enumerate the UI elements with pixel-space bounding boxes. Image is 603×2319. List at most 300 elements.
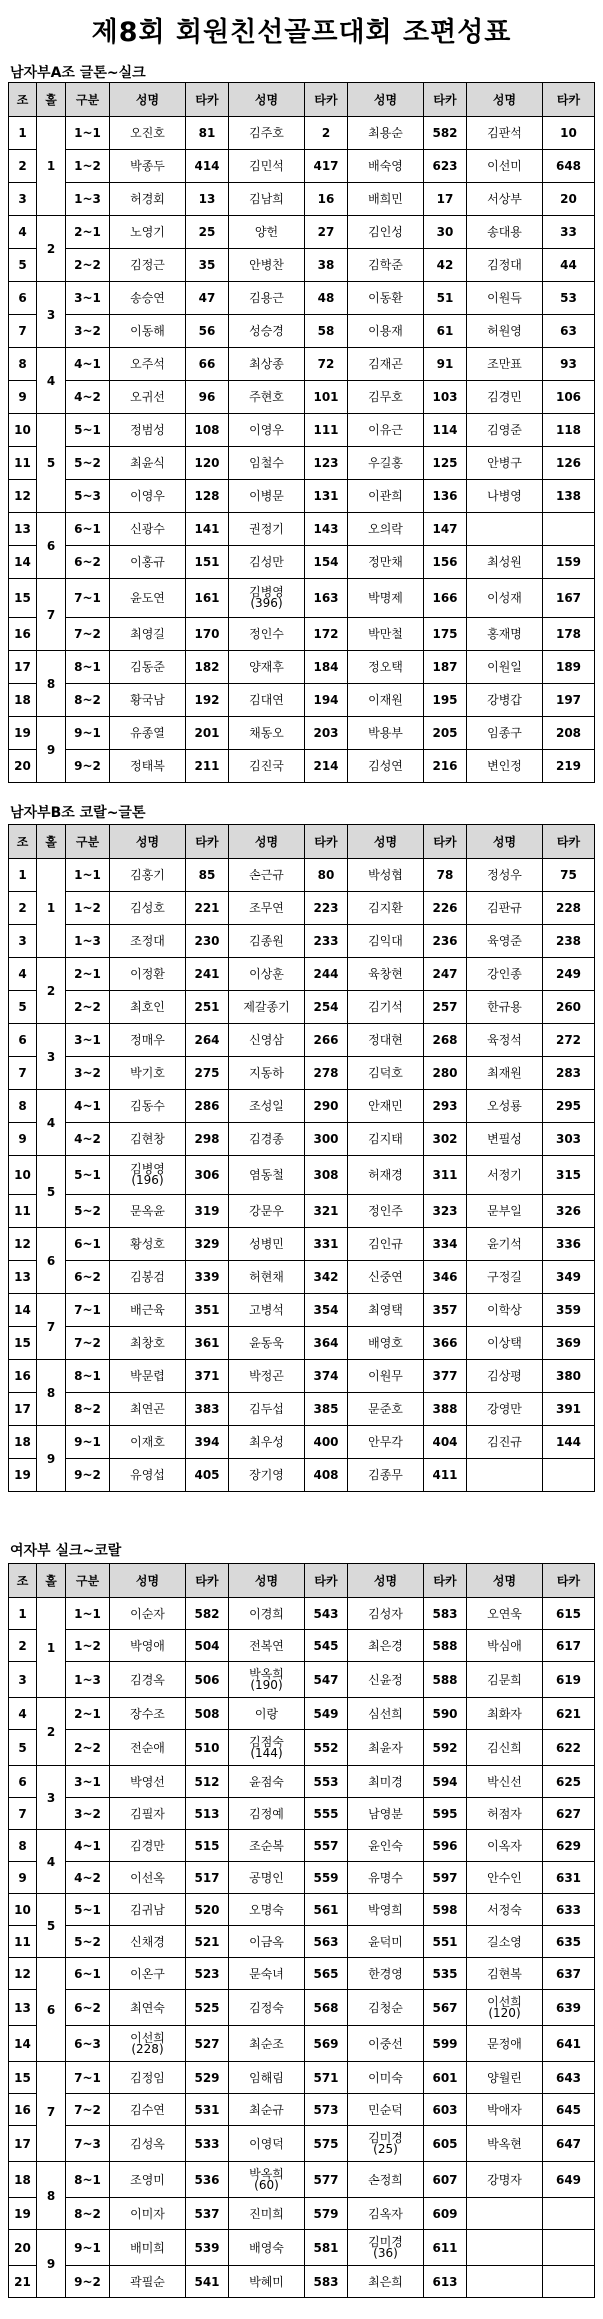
player-name: 이영우 [110, 480, 186, 513]
player-name: 김정근 [110, 249, 186, 282]
group-code: 6~2 [66, 1990, 110, 2026]
locker-number: 545 [305, 1630, 348, 1662]
locker-number: 597 [424, 1862, 467, 1894]
player-name: 박영선 [110, 1766, 186, 1798]
player-name: 김학준 [348, 249, 424, 282]
hole-number: 7 [37, 2062, 66, 2162]
group-code: 6~2 [66, 1261, 110, 1294]
player-name: 유영섭 [110, 1459, 186, 1492]
player-name: 최미경 [348, 1766, 424, 1798]
player-name: 최순규 [229, 2094, 305, 2126]
column-header: 타카 [543, 825, 595, 859]
locker-number: 645 [543, 2094, 595, 2126]
locker-number: 573 [305, 2094, 348, 2126]
locker-number: 613 [424, 2266, 467, 2298]
group-code: 9~1 [66, 717, 110, 750]
group-number: 8 [9, 1830, 37, 1862]
player-name: 허재경 [348, 1156, 424, 1195]
locker-number: 588 [424, 1662, 467, 1698]
table-row [9, 1630, 595, 1662]
hole-number: 2 [37, 958, 66, 1024]
locker-number: 93 [543, 348, 595, 381]
locker-number: 219 [543, 750, 595, 783]
table-row [9, 2198, 595, 2230]
locker-number: 147 [424, 513, 467, 546]
player-name: 김미경 (25) [348, 2126, 424, 2162]
table-row [9, 1862, 595, 1894]
player-name: 김필자 [110, 1798, 186, 1830]
locker-number: 311 [424, 1156, 467, 1195]
locker-number: 354 [305, 1294, 348, 1327]
locker-number: 278 [305, 1057, 348, 1090]
locker-number: 298 [186, 1123, 229, 1156]
hole-number: 6 [37, 1958, 66, 2062]
locker-number: 61 [424, 315, 467, 348]
player-name: 김남희 [229, 183, 305, 216]
table-row [9, 1730, 595, 1766]
locker-number [543, 2266, 595, 2298]
locker-number: 417 [305, 150, 348, 183]
hole-number: 5 [37, 1156, 66, 1228]
player-name: 양재후 [229, 651, 305, 684]
group-number: 14 [9, 2026, 37, 2062]
table-men-b [8, 824, 595, 1492]
player-name: 정인주 [348, 1195, 424, 1228]
group-code: 3~2 [66, 1798, 110, 1830]
player-name: 권정기 [229, 513, 305, 546]
player-name: 김익대 [348, 925, 424, 958]
player-name: 전복연 [229, 1630, 305, 1662]
player-name: 문옥윤 [110, 1195, 186, 1228]
player-name: 박명제 [348, 579, 424, 618]
locker-number: 106 [543, 381, 595, 414]
group-number: 10 [9, 1156, 37, 1195]
locker-number: 25 [186, 216, 229, 249]
player-name: 안병구 [467, 447, 543, 480]
table-row [9, 150, 595, 183]
hole-number: 7 [37, 1294, 66, 1360]
locker-number: 80 [305, 859, 348, 892]
player-name: 이유근 [348, 414, 424, 447]
locker-number: 205 [424, 717, 467, 750]
group-number: 1 [9, 859, 37, 892]
player-name: 정태복 [110, 750, 186, 783]
group-code: 5~1 [66, 1894, 110, 1926]
locker-number: 275 [186, 1057, 229, 1090]
player-name: 배미희 [110, 2230, 186, 2266]
player-name: 신채경 [110, 1926, 186, 1958]
group-number: 9 [9, 1862, 37, 1894]
player-name: 염동철 [229, 1156, 305, 1195]
column-header: 타카 [305, 1564, 348, 1598]
locker-number: 525 [186, 1990, 229, 2026]
locker-number: 334 [424, 1228, 467, 1261]
player-name: 배희민 [348, 183, 424, 216]
locker-number: 308 [305, 1156, 348, 1195]
column-header: 구분 [66, 83, 110, 117]
locker-number: 601 [424, 2062, 467, 2094]
player-name: 김신희 [467, 1730, 543, 1766]
locker-number: 182 [186, 651, 229, 684]
locker-number: 108 [186, 414, 229, 447]
player-name: 김판석 [467, 117, 543, 150]
player-name: 조순복 [229, 1830, 305, 1862]
player-name: 강병갑 [467, 684, 543, 717]
locker-number: 184 [305, 651, 348, 684]
locker-number: 189 [543, 651, 595, 684]
player-name: 김정임 [110, 2062, 186, 2094]
locker-number: 531 [186, 2094, 229, 2126]
player-name: 서정기 [467, 1156, 543, 1195]
player-name: 김성옥 [110, 2126, 186, 2162]
column-header: 성명 [110, 1564, 186, 1598]
group-code: 8~1 [66, 651, 110, 684]
player-name: 지동하 [229, 1057, 305, 1090]
group-code: 8~2 [66, 2198, 110, 2230]
table-row [9, 1798, 595, 1830]
table-row [9, 991, 595, 1024]
table-row [9, 750, 595, 783]
hole-number: 9 [37, 2230, 66, 2298]
locker-number: 537 [186, 2198, 229, 2230]
locker-number: 555 [305, 1798, 348, 1830]
group-number: 13 [9, 513, 37, 546]
player-name: 곽필순 [110, 2266, 186, 2298]
player-name: 박기호 [110, 1057, 186, 1090]
locker-number: 249 [543, 958, 595, 991]
locker-number [543, 1459, 595, 1492]
player-name: 이선희 (228) [110, 2026, 186, 2062]
locker-number: 536 [186, 2162, 229, 2198]
table-row [9, 513, 595, 546]
player-name: 최윤식 [110, 447, 186, 480]
group-number: 9 [9, 1123, 37, 1156]
player-name: 변인정 [467, 750, 543, 783]
group-number: 13 [9, 1261, 37, 1294]
table-row [9, 249, 595, 282]
locker-number: 575 [305, 2126, 348, 2162]
group-code: 3~1 [66, 282, 110, 315]
player-name: 김경옥 [110, 1662, 186, 1698]
locker-number: 214 [305, 750, 348, 783]
locker-number: 553 [305, 1766, 348, 1798]
group-number: 18 [9, 684, 37, 717]
locker-number: 414 [186, 150, 229, 183]
player-name: 안재민 [348, 1090, 424, 1123]
player-name: 김경민 [467, 381, 543, 414]
player-name: 황국남 [110, 684, 186, 717]
player-name: 윤도연 [110, 579, 186, 618]
player-name: 장기영 [229, 1459, 305, 1492]
locker-number: 20 [543, 183, 595, 216]
locker-number: 529 [186, 2062, 229, 2094]
group-code: 6~1 [66, 513, 110, 546]
group-code: 5~1 [66, 414, 110, 447]
player-name: 김봉검 [110, 1261, 186, 1294]
column-header: 성명 [348, 1564, 424, 1598]
locker-number: 233 [305, 925, 348, 958]
locker-number: 622 [543, 1730, 595, 1766]
player-name: 육정석 [467, 1024, 543, 1057]
table-row [9, 1459, 595, 1492]
player-name: 신영삼 [229, 1024, 305, 1057]
table-row [9, 1958, 595, 1990]
locker-number: 156 [424, 546, 467, 579]
group-code: 2~2 [66, 1730, 110, 1766]
player-name: 이원일 [467, 651, 543, 684]
group-number: 8 [9, 1090, 37, 1123]
player-name: 성승경 [229, 315, 305, 348]
player-name: 김성만 [229, 546, 305, 579]
locker-number: 75 [543, 859, 595, 892]
locker-number: 374 [305, 1360, 348, 1393]
locker-number: 369 [543, 1327, 595, 1360]
group-number: 17 [9, 1393, 37, 1426]
column-header: 성명 [229, 1564, 305, 1598]
player-name: 임종구 [467, 717, 543, 750]
locker-number: 323 [424, 1195, 467, 1228]
locker-number: 577 [305, 2162, 348, 2198]
locker-number: 595 [424, 1798, 467, 1830]
locker-number: 120 [186, 447, 229, 480]
player-name: 이관희 [348, 480, 424, 513]
table-row [9, 447, 595, 480]
player-name: 구정길 [467, 1261, 543, 1294]
locker-number: 128 [186, 480, 229, 513]
player-name [467, 2198, 543, 2230]
player-name: 이미자 [110, 2198, 186, 2230]
group-code: 9~2 [66, 1459, 110, 1492]
table-row [9, 2026, 595, 2062]
section-title-men-b: 남자부B조 코랄~글톤 [10, 805, 146, 821]
player-name: 이영덕 [229, 2126, 305, 2162]
player-name: 정성우 [467, 859, 543, 892]
locker-number: 295 [543, 1090, 595, 1123]
player-name: 박영애 [110, 1630, 186, 1662]
group-number: 16 [9, 2094, 37, 2126]
player-name: 강영만 [467, 1393, 543, 1426]
player-name: 강문우 [229, 1195, 305, 1228]
group-number: 11 [9, 447, 37, 480]
group-number: 5 [9, 1730, 37, 1766]
player-name: 강인종 [467, 958, 543, 991]
player-name: 이선미 [467, 150, 543, 183]
hole-number: 7 [37, 579, 66, 651]
player-name: 우길홍 [348, 447, 424, 480]
locker-number: 508 [186, 1698, 229, 1730]
player-name: 이경희 [229, 1598, 305, 1630]
group-number: 6 [9, 1024, 37, 1057]
locker-number: 27 [305, 216, 348, 249]
group-number: 2 [9, 150, 37, 183]
group-code: 7~2 [66, 2094, 110, 2126]
locker-number: 388 [424, 1393, 467, 1426]
locker-number: 510 [186, 1730, 229, 1766]
player-name: 이선옥 [110, 1862, 186, 1894]
group-number: 20 [9, 750, 37, 783]
hole-number: 6 [37, 1228, 66, 1294]
player-name: 허경회 [110, 183, 186, 216]
group-number: 6 [9, 1766, 37, 1798]
locker-number: 391 [543, 1393, 595, 1426]
locker-number: 569 [305, 2026, 348, 2062]
player-name: 남영분 [348, 1798, 424, 1830]
player-name: 정대현 [348, 1024, 424, 1057]
locker-number: 114 [424, 414, 467, 447]
locker-number: 588 [424, 1630, 467, 1662]
column-header: 성명 [467, 83, 543, 117]
locker-number: 321 [305, 1195, 348, 1228]
locker-number: 568 [305, 1990, 348, 2026]
locker-number: 648 [543, 150, 595, 183]
player-name: 김옥자 [348, 2198, 424, 2230]
locker-number: 143 [305, 513, 348, 546]
group-number: 8 [9, 348, 37, 381]
group-code: 4~1 [66, 348, 110, 381]
table-women [8, 1563, 595, 2298]
player-name: 이선희 (120) [467, 1990, 543, 2026]
column-header: 타카 [424, 83, 467, 117]
player-name: 손근규 [229, 859, 305, 892]
player-name: 이순자 [110, 1598, 186, 1630]
player-name: 김진국 [229, 750, 305, 783]
player-name: 이미숙 [348, 2062, 424, 2094]
player-name: 이동환 [348, 282, 424, 315]
table-row [9, 1360, 595, 1393]
locker-number: 506 [186, 1662, 229, 1698]
player-name: 서정숙 [467, 1894, 543, 1926]
table-row [9, 1926, 595, 1958]
locker-number: 633 [543, 1894, 595, 1926]
locker-number: 35 [186, 249, 229, 282]
player-name: 이동해 [110, 315, 186, 348]
locker-number: 635 [543, 1926, 595, 1958]
locker-number: 405 [186, 1459, 229, 1492]
column-header: 조 [9, 825, 37, 859]
player-name: 이용재 [348, 315, 424, 348]
locker-number: 244 [305, 958, 348, 991]
player-name: 박용부 [348, 717, 424, 750]
group-code: 2~2 [66, 991, 110, 1024]
hole-number: 2 [37, 1698, 66, 1766]
player-name: 주현호 [229, 381, 305, 414]
player-name: 신광수 [110, 513, 186, 546]
player-name: 최영길 [110, 618, 186, 651]
locker-number: 563 [305, 1926, 348, 1958]
locker-number: 571 [305, 2062, 348, 2094]
player-name: 김귀남 [110, 1894, 186, 1926]
group-number: 6 [9, 282, 37, 315]
player-name: 김대연 [229, 684, 305, 717]
player-name: 김지환 [348, 892, 424, 925]
table-row [9, 892, 595, 925]
locker-number: 517 [186, 1862, 229, 1894]
player-name: 오의락 [348, 513, 424, 546]
player-name: 오진호 [110, 117, 186, 150]
player-name: 양월린 [467, 2062, 543, 2094]
locker-number: 607 [424, 2162, 467, 2198]
group-number: 3 [9, 1662, 37, 1698]
player-name: 문숙녀 [229, 1958, 305, 1990]
group-number: 1 [9, 1598, 37, 1630]
player-name: 조영미 [110, 2162, 186, 2198]
locker-number: 513 [186, 1798, 229, 1830]
player-name: 이홍규 [110, 546, 186, 579]
group-number: 3 [9, 925, 37, 958]
group-number: 2 [9, 892, 37, 925]
player-name: 이원득 [467, 282, 543, 315]
player-name: 김성연 [348, 750, 424, 783]
hole-number: 3 [37, 1024, 66, 1090]
player-name: 박옥현 [467, 2126, 543, 2162]
locker-number: 643 [543, 2062, 595, 2094]
column-header: 성명 [229, 83, 305, 117]
player-name [467, 513, 543, 546]
locker-number [543, 2198, 595, 2230]
group-code: 1~1 [66, 859, 110, 892]
table-row [9, 117, 595, 150]
locker-number: 241 [186, 958, 229, 991]
locker-number: 144 [543, 1426, 595, 1459]
player-name: 김문희 [467, 1662, 543, 1698]
player-name: 최화자 [467, 1698, 543, 1730]
table-row [9, 717, 595, 750]
locker-number: 527 [186, 2026, 229, 2062]
group-number: 1 [9, 117, 37, 150]
player-name: 정범성 [110, 414, 186, 447]
player-name: 최우성 [229, 1426, 305, 1459]
locker-number: 136 [424, 480, 467, 513]
table-row [9, 1830, 595, 1862]
locker-number: 592 [424, 1730, 467, 1766]
player-name: 김민석 [229, 150, 305, 183]
column-header: 홀 [37, 83, 66, 117]
player-name: 안병찬 [229, 249, 305, 282]
locker-number: 166 [424, 579, 467, 618]
column-header: 구분 [66, 825, 110, 859]
group-number: 18 [9, 1426, 37, 1459]
group-number: 15 [9, 579, 37, 618]
column-header: 타카 [305, 825, 348, 859]
table-row [9, 859, 595, 892]
hole-number: 3 [37, 1766, 66, 1830]
player-name: 안무각 [348, 1426, 424, 1459]
player-name: 윤인숙 [348, 1830, 424, 1862]
column-header: 성명 [110, 83, 186, 117]
table-row [9, 348, 595, 381]
locker-number: 167 [543, 579, 595, 618]
locker-number: 567 [424, 1990, 467, 2026]
player-name: 손정희 [348, 2162, 424, 2198]
group-number: 4 [9, 216, 37, 249]
player-name: 이병문 [229, 480, 305, 513]
table-row [9, 1393, 595, 1426]
player-name: 최용순 [348, 117, 424, 150]
player-name: 김인성 [348, 216, 424, 249]
player-name [467, 1459, 543, 1492]
locker-number: 53 [543, 282, 595, 315]
column-header: 타카 [186, 83, 229, 117]
locker-number: 96 [186, 381, 229, 414]
player-name: 김홍기 [110, 859, 186, 892]
player-name: 홍재명 [467, 618, 543, 651]
locker-number: 621 [543, 1698, 595, 1730]
player-name: 최연숙 [110, 1990, 186, 2026]
player-name: 육영준 [467, 925, 543, 958]
player-name: 이상훈 [229, 958, 305, 991]
table-row [9, 1766, 595, 1798]
locker-number: 293 [424, 1090, 467, 1123]
